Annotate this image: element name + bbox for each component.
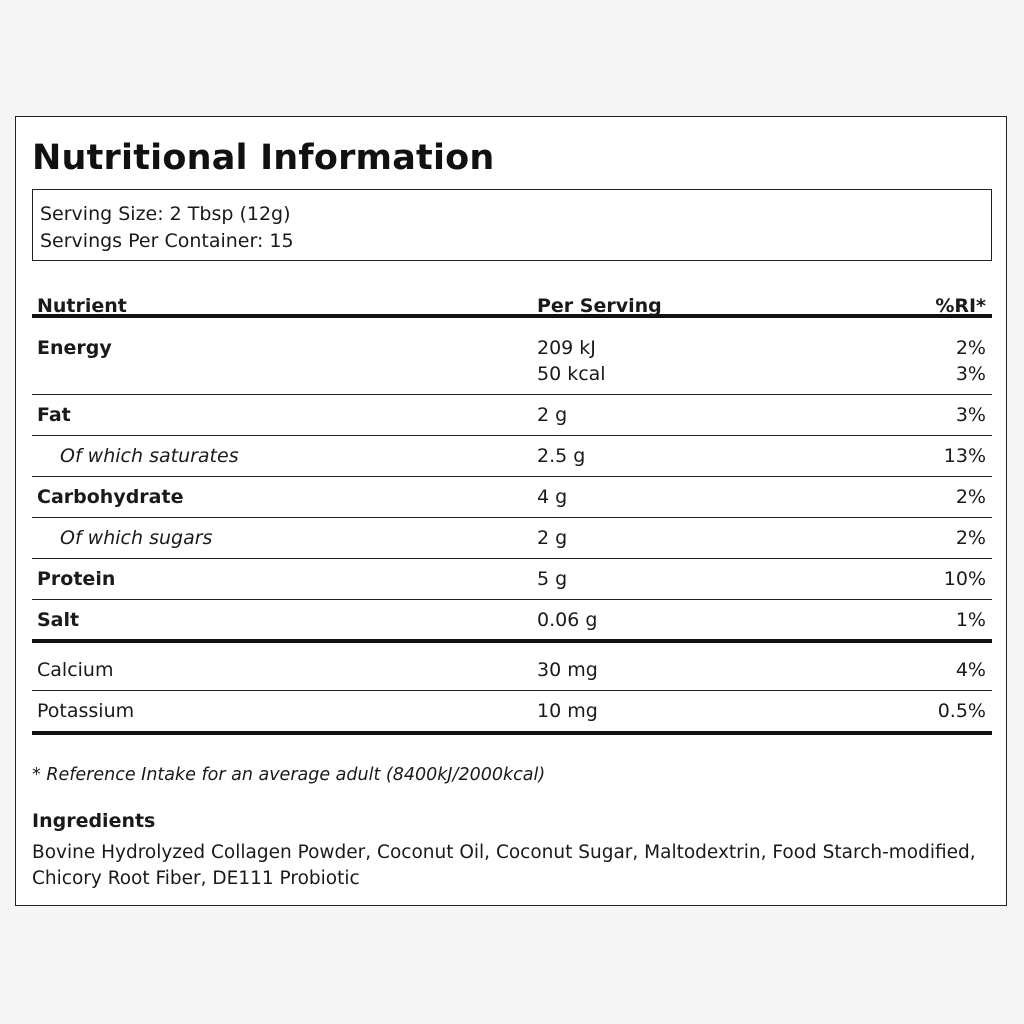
table-row-saturates — [32, 436, 992, 477]
serving-info-box — [32, 189, 992, 261]
nutrient-name: Salt — [37, 608, 80, 631]
nutrient-name: Of which saturates — [60, 445, 239, 467]
serving-size: Serving Size: 2 Tbsp (12g) — [40, 203, 291, 225]
nutrition-label — [15, 116, 1007, 906]
per-serving-value: 2 g — [537, 527, 568, 549]
table-row-energy-kj — [32, 318, 992, 359]
table-header-row — [32, 277, 992, 318]
nutrition-table — [32, 277, 992, 735]
header-per-serving: Per Serving — [537, 295, 662, 317]
table-row-salt — [32, 600, 992, 643]
ri-value: 2% — [955, 337, 986, 359]
per-serving-value: 0.06 g — [537, 608, 598, 631]
nutrient-name: Fat — [37, 404, 71, 426]
table-row-protein — [32, 559, 992, 600]
per-serving-value: 209 kJ — [537, 337, 596, 359]
ri-value: 2% — [955, 486, 986, 508]
nutrient-name: Potassium — [37, 700, 135, 722]
per-serving-value: 2 g — [537, 404, 568, 426]
per-serving-value: 2.5 g — [537, 445, 586, 467]
ri-value: 10% — [943, 568, 986, 590]
nutrient-name: Carbohydrate — [37, 486, 184, 508]
ingredients-list: Bovine Hydrolyzed Collagen Powder, Coconut Oil, Coconut Sugar, Maltodextrin, Food Starch-modified, Chicory Root Fiber, DE111 Probiotic — [32, 842, 976, 889]
nutrient-name: Energy — [37, 337, 112, 359]
table-row-sugars — [32, 518, 992, 559]
ri-value: 3% — [955, 363, 986, 385]
ri-value: 2% — [955, 527, 986, 549]
ri-value: 0.5% — [937, 700, 986, 722]
nutrient-name: Protein — [37, 568, 116, 590]
header-nutrient: Nutrient — [37, 295, 127, 317]
nutrient-name: Of which sugars — [60, 527, 213, 549]
table-row-calcium — [32, 643, 992, 691]
per-serving-value: 4 g — [537, 486, 568, 508]
ingredients-heading: Ingredients — [32, 810, 156, 832]
per-serving-value: 10 mg — [537, 700, 598, 722]
label-title: Nutritional Information — [32, 138, 495, 178]
ri-value: 1% — [955, 608, 986, 631]
table-row-carbohydrate — [32, 477, 992, 518]
per-serving-value: 5 g — [537, 568, 568, 590]
table-row-fat — [32, 395, 992, 436]
ri-value: 4% — [955, 659, 986, 681]
ri-value: 3% — [955, 404, 986, 426]
table-row-energy-kcal — [32, 354, 992, 395]
ri-value: 13% — [943, 445, 986, 467]
servings-per-container: Servings Per Container: 15 — [40, 230, 294, 252]
header-ri: %RI* — [935, 295, 986, 317]
nutrient-name: Calcium — [37, 659, 114, 681]
table-row-potassium — [32, 691, 992, 735]
per-serving-value: 50 kcal — [537, 363, 606, 385]
per-serving-value: 30 mg — [537, 659, 598, 681]
reference-intake-footnote: * Reference Intake for an average adult (8400kJ/2000kcal) — [32, 765, 546, 785]
